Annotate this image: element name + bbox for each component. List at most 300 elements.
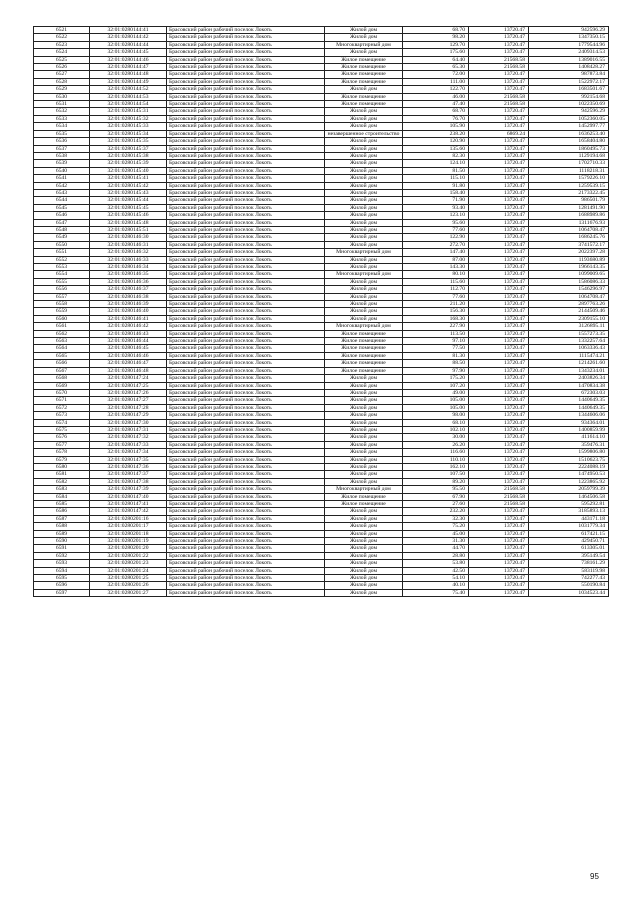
area-cell: 135.60 [403,145,469,152]
address-cell: Брасовский район рабочий поселок Локоть [167,486,325,493]
cadastral-number-cell: 32:01:0280145:45 [90,204,167,211]
cadastral-number-cell: 32:01:0280146:48 [90,367,167,374]
cadastral-value-cell: 2144509.46 [529,308,609,315]
cadastral-number-cell: 32:01:0280147:30 [90,419,167,426]
cadastral-number-cell: 32:01:0280146:46 [90,352,167,359]
cadastral-number-cell: 32:01:0280146:40 [90,308,167,315]
cadastral-number-cell: 32:01:0280201:25 [90,575,167,582]
table-row [34,27,609,34]
address-cell: Брасовский район рабочий поселок Локоть [167,219,325,226]
cadastral-number-cell: 32:01:0280145:32 [90,115,167,122]
address-cell: Брасовский район рабочий поселок Локоть [167,360,325,367]
specific-value-cell: 13720.47 [469,278,529,285]
cadastral-number-cell: 32:01:0280147:36 [90,463,167,470]
object-type-cell: Жилой дом [325,449,403,456]
row-number-cell: 6594 [34,567,90,574]
address-cell: Брасовский район рабочий поселок Локоть [167,286,325,293]
area-cell: 116.60 [403,449,469,456]
cadastral-number-cell: 32:01:0280146:38 [90,293,167,300]
area-cell: 80.10 [403,271,469,278]
cadastral-number-cell: 32:01:0280145:40 [90,167,167,174]
cadastral-number-cell: 32:01:0280147:27 [90,397,167,404]
table-row [34,360,609,367]
address-cell: Брасовский район рабочий поселок Локоть [167,160,325,167]
table-row [34,115,609,122]
cadastral-number-cell: 32:01:0280144:48 [90,71,167,78]
area-cell: 31.30 [403,538,469,545]
address-cell: Брасовский район рабочий поселок Локоть [167,434,325,441]
specific-value-cell: 13720.47 [469,441,529,448]
area-cell: 91.80 [403,182,469,189]
address-cell: Брасовский район рабочий поселок Локоть [167,345,325,352]
row-number-cell: 6579 [34,456,90,463]
object-type-cell: Жилой дом [325,419,403,426]
address-cell: Брасовский район рабочий поселок Локоть [167,86,325,93]
row-number-cell: 6586 [34,508,90,515]
cadastral-value-cell: 1860495.73 [529,145,609,152]
table-row [34,160,609,167]
area-cell: 122.70 [403,86,469,93]
table-row [34,434,609,441]
table-row [34,226,609,233]
row-number-cell: 6585 [34,501,90,508]
area-cell: 68.70 [403,108,469,115]
cadastral-value-cell: 992154.68 [529,93,609,100]
cadastral-value-cell: 613305.01 [529,545,609,552]
cadastral-value-cell: 1586086.33 [529,278,609,285]
area-cell: 27.60 [403,501,469,508]
specific-value-cell: 21568.58 [469,64,529,71]
specific-value-cell: 13720.47 [469,567,529,574]
cadastral-value-cell: 1343234.01 [529,367,609,374]
specific-value-cell: 21568.58 [469,56,529,63]
cadastral-value-cell: 1686245.76 [529,234,609,241]
specific-value-cell: 13720.47 [469,575,529,582]
area-cell: 77.50 [403,345,469,352]
specific-value-cell: 13720.47 [469,234,529,241]
specific-value-cell: 13720.47 [469,419,529,426]
object-type-cell: Жилой дом [325,115,403,122]
cadastral-value-cell: 1546296.97 [529,286,609,293]
specific-value-cell: 13720.47 [469,412,529,419]
object-type-cell: Жилой дом [325,575,403,582]
cadastral-value-cell: 1510623.75 [529,456,609,463]
object-type-cell: Жилой дом [325,264,403,271]
area-cell: 227.90 [403,323,469,330]
cadastral-number-cell: 32:01:0280147:28 [90,404,167,411]
object-type-cell: Жилой дом [325,426,403,433]
address-cell: Брасовский район рабочий поселок Локоть [167,182,325,189]
specific-value-cell: 6869.24 [469,130,529,137]
object-type-cell: Жилое помещение [325,93,403,100]
cadastral-value-cell: 2022397.28 [529,249,609,256]
object-type-cell: Жилой дом [325,49,403,56]
area-cell: 123.10 [403,212,469,219]
row-number-cell: 6576 [34,434,90,441]
area-cell: 54.10 [403,575,469,582]
address-cell: Брасовский район рабочий поселок Локоть [167,463,325,470]
address-cell: Брасовский район рабочий поселок Локоть [167,404,325,411]
row-number-cell: 6530 [34,93,90,100]
cadastral-number-cell: 32:01:0280144:46 [90,56,167,63]
cadastral-value-cell: 1214261.60 [529,360,609,367]
table-row [34,175,609,182]
object-type-cell: Жилой дом [325,34,403,41]
address-cell: Брасовский район рабочий поселок Локоть [167,426,325,433]
area-cell: 67.90 [403,493,469,500]
table-row [34,204,609,211]
area-cell: 32.30 [403,515,469,522]
row-number-cell: 6566 [34,360,90,367]
object-type-cell: Жилой дом [325,567,403,574]
address-cell: Брасовский район рабочий поселок Локоть [167,589,325,596]
cadastral-number-cell: 32:01:0280147:40 [90,493,167,500]
object-type-cell: Жилое помещение [325,501,403,508]
row-number-cell: 6537 [34,145,90,152]
area-cell: 232.20 [403,508,469,515]
area-cell: 115.10 [403,175,469,182]
object-type-cell: Жилое помещение [325,78,403,85]
object-type-cell: Жилой дом [325,315,403,322]
area-cell: 211.20 [403,301,469,308]
table-row [34,286,609,293]
address-cell: Брасовский район рабочий поселок Локоть [167,130,325,137]
row-number-cell: 6548 [34,226,90,233]
specific-value-cell: 13720.47 [469,71,529,78]
cadastral-number-cell: 32:01:0280146:47 [90,360,167,367]
object-type-cell: Жилой дом [325,412,403,419]
address-cell: Брасовский район рабочий поселок Локоть [167,308,325,315]
address-cell: Брасовский район рабочий поселок Локоть [167,175,325,182]
cadastral-value-cell: 1311676.93 [529,219,609,226]
row-number-cell: 6569 [34,382,90,389]
object-type-cell: Жилой дом [325,108,403,115]
area-cell: 105.90 [403,123,469,130]
cadastral-value-cell: 595292.81 [529,501,609,508]
object-type-cell: Жилой дом [325,86,403,93]
row-number-cell: 6588 [34,523,90,530]
specific-value-cell: 13720.47 [469,189,529,196]
object-type-cell: Жилой дом [325,308,403,315]
object-type-cell: Жилой дом [325,515,403,522]
table-row [34,271,609,278]
cadastral-number-cell: 32:01:0280147:34 [90,449,167,456]
table-row [34,426,609,433]
cadastral-value-table [33,26,609,597]
object-type-cell: Жилой дом [325,138,403,145]
row-number-cell: 6596 [34,582,90,589]
table-row [34,375,609,382]
cadastral-value-cell: 672303.03 [529,389,609,396]
cadastral-value-cell: 359476.31 [529,441,609,448]
address-cell: Брасовский район рабочий поселок Локоть [167,567,325,574]
specific-value-cell: 13720.47 [469,264,529,271]
area-cell: 238.20 [403,130,469,137]
table-row [34,249,609,256]
address-cell: Брасовский район рабочий поселок Локоть [167,293,325,300]
address-cell: Брасовский район рабочий поселок Локоть [167,197,325,204]
cadastral-number-cell: 32:01:0280146:45 [90,345,167,352]
table-row [34,478,609,485]
address-cell: Брасовский район рабочий поселок Локоть [167,71,325,78]
area-cell: 81.50 [403,167,469,174]
address-cell: Брасовский район рабочий поселок Локоть [167,419,325,426]
specific-value-cell: 13720.47 [469,286,529,293]
cadastral-number-cell: 32:01:0280146:30 [90,234,167,241]
specific-value-cell: 13720.47 [469,523,529,530]
address-cell: Брасовский район рабочий поселок Локоть [167,552,325,559]
address-cell: Брасовский район рабочий поселок Локоть [167,530,325,537]
object-type-cell: Жилой дом [325,241,403,248]
object-type-cell: Жилое помещение [325,56,403,63]
table-row [34,338,609,345]
table-row [34,93,609,100]
cadastral-value-cell: 1223865.92 [529,478,609,485]
row-number-cell: 6593 [34,560,90,567]
table-row [34,138,609,145]
table-row [34,560,609,567]
address-cell: Брасовский район рабочий поселок Локоть [167,145,325,152]
row-number-cell: 6574 [34,419,90,426]
table-row [34,352,609,359]
address-cell: Брасовский район рабочий поселок Локоть [167,278,325,285]
area-cell: 46.00 [403,93,469,100]
address-cell: Брасовский район рабочий поселок Локоть [167,204,325,211]
cadastral-value-cell: 1683501.67 [529,86,609,93]
cadastral-value-cell: 2309155.10 [529,315,609,322]
address-cell: Брасовский район рабочий поселок Локоть [167,271,325,278]
address-cell: Брасовский район рабочий поселок Локоть [167,501,325,508]
area-cell: 120.90 [403,138,469,145]
address-cell: Брасовский район рабочий поселок Локоть [167,234,325,241]
cadastral-value-cell: 1658404.80 [529,138,609,145]
cadastral-number-cell: 32:01:0280145:43 [90,189,167,196]
cadastral-number-cell: 32:01:0280144:42 [90,34,167,41]
row-number-cell: 6562 [34,330,90,337]
row-number-cell: 6572 [34,404,90,411]
table-row [34,241,609,248]
cadastral-value-cell: 1636253.40 [529,130,609,137]
specific-value-cell: 13720.47 [469,456,529,463]
cadastral-value-cell: 3126895.11 [529,323,609,330]
cadastral-value-cell: 2409314.53 [529,49,609,56]
specific-value-cell: 13720.47 [469,382,529,389]
table-row [34,323,609,330]
table-row [34,212,609,219]
area-cell: 68.10 [403,419,469,426]
address-cell: Брасовский район рабочий поселок Локоть [167,545,325,552]
cadastral-number-cell: 32:01:0280146:32 [90,249,167,256]
row-number-cell: 6546 [34,212,90,219]
object-type-cell: Жилое помещение [325,493,403,500]
cadastral-number-cell: 32:01:0280147:41 [90,501,167,508]
specific-value-cell: 13720.47 [469,108,529,115]
cadastral-value-cell: 2059799.39 [529,486,609,493]
table-row [34,293,609,300]
cadastral-number-cell: 32:01:0280145:51 [90,226,167,233]
area-cell: 105.00 [403,404,469,411]
cadastral-value-cell: 1052360.05 [529,115,609,122]
cadastral-number-cell: 32:01:0280145:39 [90,160,167,167]
table-row [34,101,609,108]
row-number-cell: 6563 [34,338,90,345]
cadastral-value-cell: 443171.18 [529,515,609,522]
cadastral-number-cell: 32:01:0280145:42 [90,182,167,189]
cadastral-number-cell: 32:01:0280146:41 [90,315,167,322]
address-cell: Брасовский район рабочий поселок Локоть [167,152,325,159]
object-type-cell: Жилой дом [325,301,403,308]
cadastral-value-cell: 1688989.86 [529,212,609,219]
specific-value-cell: 13720.47 [469,560,529,567]
cadastral-value-cell: 1389016.55 [529,56,609,63]
area-cell: 93.40 [403,204,469,211]
address-cell: Брасовский район рабочий поселок Локоть [167,27,325,34]
object-type-cell: Жилой дом [325,160,403,167]
page-number: 95 [590,872,599,881]
cadastral-number-cell: 32:01:0280145:33 [90,123,167,130]
address-cell: Брасовский район рабочий поселок Локоть [167,115,325,122]
row-number-cell: 6531 [34,101,90,108]
table-row [34,523,609,530]
cadastral-value-cell: 738161.29 [529,560,609,567]
area-cell: 95.50 [403,486,469,493]
object-type-cell: Жилое помещение [325,352,403,359]
row-number-cell: 6540 [34,167,90,174]
row-number-cell: 6558 [34,301,90,308]
address-cell: Брасовский район рабочий поселок Локоть [167,493,325,500]
table-row [34,449,609,456]
cadastral-number-cell: 32:01:0280146:43 [90,330,167,337]
row-number-cell: 6567 [34,367,90,374]
row-number-cell: 6526 [34,64,90,71]
table-row [34,456,609,463]
cadastral-value-cell: 1118218.31 [529,167,609,174]
table-row [34,582,609,589]
area-cell: 87.00 [403,256,469,263]
specific-value-cell: 13720.47 [469,508,529,515]
table-row [34,64,609,71]
area-cell: 129.70 [403,41,469,48]
specific-value-cell: 13720.47 [469,389,529,396]
cadastral-value-cell: 942596.29 [529,108,609,115]
specific-value-cell: 13720.47 [469,397,529,404]
row-number-cell: 6522 [34,34,90,41]
object-type-cell: Жилой дом [325,538,403,545]
row-number-cell: 6564 [34,345,90,352]
cadastral-number-cell: 32:01:0280201:26 [90,582,167,589]
area-cell: 143.30 [403,264,469,271]
row-number-cell: 6538 [34,152,90,159]
cadastral-number-cell: 32:01:0280201:17 [90,523,167,530]
area-cell: 89.20 [403,478,469,485]
specific-value-cell: 21568.58 [469,101,529,108]
address-cell: Брасовский район рабочий поселок Локоть [167,64,325,71]
table-row [34,264,609,271]
row-number-cell: 6560 [34,315,90,322]
cadastral-value-cell: 1064708.47 [529,293,609,300]
object-type-cell: Жилой дом [325,27,403,34]
row-number-cell: 6521 [34,27,90,34]
address-cell: Брасовский район рабочий поселок Локоть [167,249,325,256]
cadastral-value-cell: 942596.29 [529,27,609,34]
area-cell: 42.50 [403,567,469,574]
specific-value-cell: 13720.47 [469,175,529,182]
specific-value-cell: 13720.47 [469,197,529,204]
address-cell: Брасовский район рабочий поселок Локоть [167,382,325,389]
cadastral-number-cell: 32:01:0280147:32 [90,434,167,441]
cadastral-number-cell: 32:01:0280144:49 [90,78,167,85]
area-cell: 147.40 [403,249,469,256]
row-number-cell: 6577 [34,441,90,448]
specific-value-cell: 13720.47 [469,241,529,248]
specific-value-cell: 13720.47 [469,152,529,159]
address-cell: Брасовский район рабочий поселок Локоть [167,375,325,382]
area-cell: 72.00 [403,71,469,78]
address-cell: Брасовский район рабочий поселок Локоть [167,441,325,448]
object-type-cell: Жилой дом [325,530,403,537]
area-cell: 71.90 [403,197,469,204]
address-cell: Брасовский район рабочий поселок Локоть [167,108,325,115]
specific-value-cell: 13720.47 [469,375,529,382]
object-type-cell: Многоквартирный дом [325,323,403,330]
row-number-cell: 6597 [34,589,90,596]
table-row [34,315,609,322]
specific-value-cell: 13720.47 [469,434,529,441]
specific-value-cell: 13720.47 [469,323,529,330]
row-number-cell: 6543 [34,189,90,196]
row-number-cell: 6527 [34,71,90,78]
cadastral-number-cell: 32:01:0280146:37 [90,286,167,293]
table-row [34,189,609,196]
row-number-cell: 6571 [34,397,90,404]
table-row [34,397,609,404]
area-cell: 82.30 [403,152,469,159]
cadastral-value-cell: 1099009.65 [529,271,609,278]
specific-value-cell: 13720.47 [469,123,529,130]
cadastral-number-cell: 32:01:0280145:46 [90,212,167,219]
address-cell: Брасовский район рабочий поселок Локоть [167,123,325,130]
specific-value-cell: 13720.47 [469,27,529,34]
cadastral-number-cell: 32:01:0280145:35 [90,138,167,145]
table-row [34,508,609,515]
object-type-cell: Жилой дом [325,560,403,567]
specific-value-cell: 13720.47 [469,301,529,308]
address-cell: Брасовский район рабочий поселок Локоть [167,338,325,345]
specific-value-cell: 13720.47 [469,330,529,337]
specific-value-cell: 13720.47 [469,271,529,278]
object-type-cell: Жилое помещение [325,360,403,367]
object-type-cell: Многоквартирный дом [325,41,403,48]
row-number-cell: 6581 [34,471,90,478]
cadastral-number-cell: 32:01:0280147:33 [90,441,167,448]
specific-value-cell: 13720.47 [469,160,529,167]
area-cell: 68.70 [403,27,469,34]
cadastral-value-cell: 987873.84 [529,71,609,78]
object-type-cell: Жилое помещение [325,330,403,337]
area-cell: 77.60 [403,293,469,300]
specific-value-cell: 13720.47 [469,145,529,152]
cadastral-value-cell: 1557273.35 [529,330,609,337]
specific-value-cell: 13720.47 [469,582,529,589]
row-number-cell: 6549 [34,234,90,241]
address-cell: Брасовский район рабочий поселок Локоть [167,367,325,374]
area-cell: 75.40 [403,589,469,596]
cadastral-value-cell: 1259539.15 [529,182,609,189]
cadastral-number-cell: 32:01:0280144:45 [90,49,167,56]
object-type-cell: Жилой дом [325,212,403,219]
cadastral-value-cell: 986501.79 [529,197,609,204]
area-cell: 77.60 [403,226,469,233]
